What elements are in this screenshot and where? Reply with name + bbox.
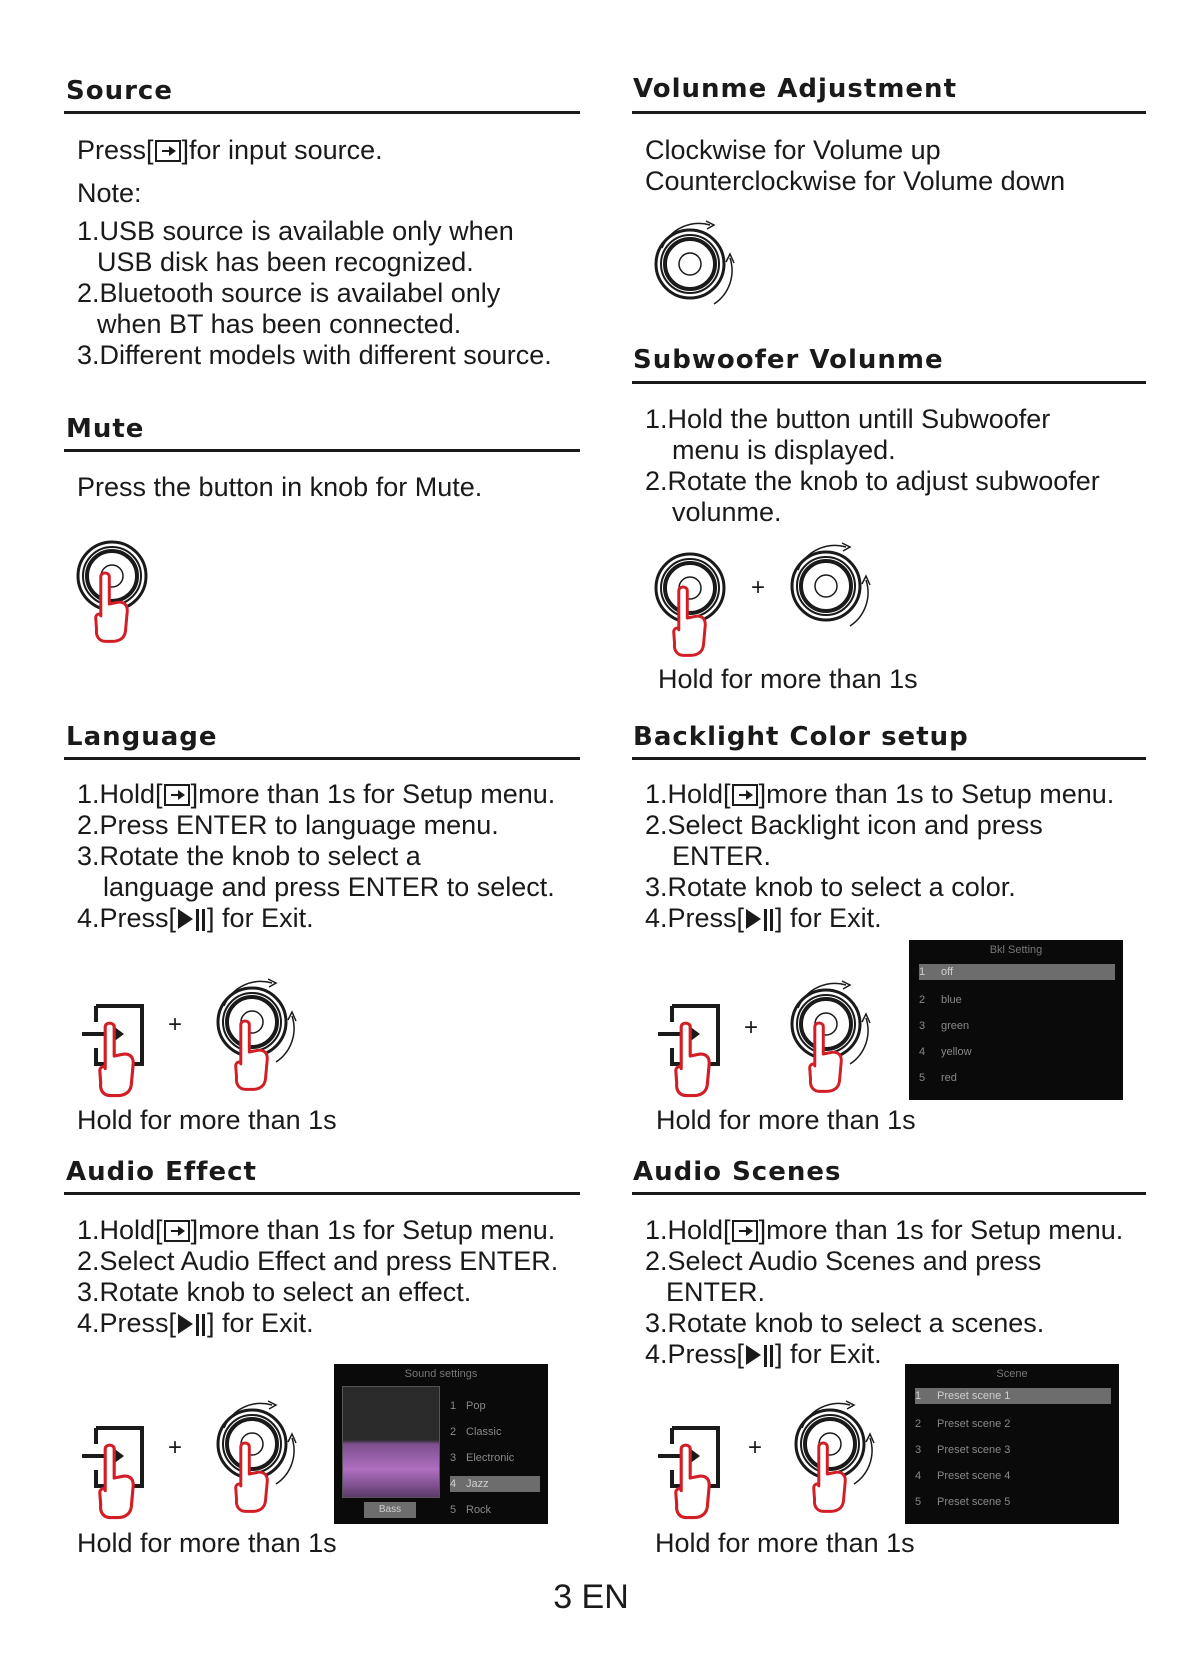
play-pause-icon	[178, 909, 193, 929]
hold-caption: Hold for more than 1s	[656, 1105, 916, 1135]
rotate-knob-press-icon	[788, 1392, 898, 1522]
audio-scenes-item4-b: ] for Exit.	[775, 1339, 882, 1369]
plus-sign: +	[168, 1434, 183, 1461]
volume-line: Clockwise for Volume up	[645, 135, 941, 165]
row-num: 3	[450, 1452, 457, 1464]
source-item: 3.Different models with different source.	[77, 340, 552, 370]
audio-scenes-item: 2.Select Audio Scenes and press	[645, 1246, 1042, 1276]
screen-row	[915, 1388, 1111, 1404]
audio-effect-rule	[64, 1192, 580, 1195]
hold-caption: Hold for more than 1s	[655, 1528, 915, 1558]
backlight-item: ENTER.	[672, 841, 772, 871]
rotate-knob-icon	[782, 536, 892, 636]
backlight-menu-screen	[909, 940, 1123, 1100]
page-number: 3 EN	[553, 1578, 629, 1616]
play-pause-bar	[770, 1345, 773, 1367]
source-rule	[64, 111, 580, 114]
row-label: yellow	[941, 1046, 972, 1058]
backlight-item	[645, 903, 882, 934]
backlight-item1-b: ]more than 1s to Setup menu.	[758, 779, 1115, 809]
play-pause-bar	[764, 1345, 767, 1367]
language-item4-a: 4.Press[	[77, 903, 177, 933]
screen-row	[915, 1468, 1111, 1484]
audio-scenes-rule	[632, 1192, 1146, 1195]
audio-effect-item4-b: ] for Exit.	[207, 1308, 314, 1338]
screen-row	[450, 1450, 540, 1466]
audio-scenes-item: 3.Rotate knob to select a scenes.	[645, 1308, 1045, 1338]
language-item: 2.Press ENTER to language menu.	[77, 810, 499, 840]
language-item1-b: ]more than 1s for Setup menu.	[190, 779, 556, 809]
subwoofer-heading: Subwoofer Volunme	[633, 345, 944, 375]
screen-row	[450, 1502, 540, 1518]
input-source-icon	[155, 140, 181, 162]
row-num: 4	[450, 1478, 457, 1490]
row-num: 3	[919, 1020, 926, 1032]
backlight-item: 3.Rotate knob to select a color.	[645, 872, 1016, 902]
play-pause-bar	[202, 909, 205, 931]
language-rule	[64, 757, 580, 760]
row-num: 5	[450, 1504, 457, 1516]
volume-line: Counterclockwise for Volume down	[645, 166, 1066, 196]
row-label: Electronic	[466, 1452, 515, 1464]
audio-effect-item	[77, 1215, 555, 1246]
row-num: 5	[915, 1496, 922, 1508]
source-heading: Source	[66, 76, 173, 106]
source-item: when BT has been connected.	[97, 309, 462, 339]
eq-graph	[342, 1386, 440, 1498]
source-press-before: Press[	[77, 135, 154, 165]
rotate-knob-press-icon	[210, 970, 320, 1100]
row-num: 1	[919, 966, 926, 978]
source-note: Note:	[77, 178, 142, 208]
row-label: Preset scene 1	[937, 1390, 1011, 1402]
backlight-heading: Backlight Color setup	[633, 722, 969, 752]
input-source-icon	[164, 784, 190, 806]
screen-row	[919, 1044, 1115, 1060]
row-num: 2	[915, 1418, 922, 1430]
play-pause-icon	[178, 1314, 193, 1334]
row-label: Pop	[466, 1400, 486, 1412]
audio-effect-item1-a: 1.Hold[	[77, 1215, 163, 1245]
plus-sign: +	[168, 1011, 183, 1038]
row-label: Preset scene 5	[937, 1496, 1011, 1508]
subwoofer-rule	[632, 381, 1146, 384]
screen-title: Scene	[996, 1368, 1028, 1380]
backlight-item	[645, 779, 1114, 810]
play-pause-bar	[196, 1314, 199, 1336]
audio-scenes-item4-a: 4.Press[	[645, 1339, 745, 1369]
source-press-after: ]for input source.	[181, 135, 383, 165]
screen-row	[450, 1424, 540, 1440]
row-num: 2	[919, 994, 926, 1006]
play-pause-icon	[746, 1345, 761, 1365]
source-item: 1.USB source is available only when	[77, 216, 514, 246]
volume-heading: Volunme Adjustment	[633, 74, 957, 104]
volume-rule	[632, 111, 1146, 114]
input-source-icon	[732, 784, 758, 806]
source-item: USB disk has been recognized.	[97, 247, 474, 277]
screen-title: Sound settings	[404, 1368, 478, 1380]
mute-text: Press the button in knob for Mute.	[77, 472, 483, 502]
plus-sign: +	[744, 1014, 759, 1041]
audio-effect-item	[77, 1308, 314, 1339]
screen-row	[919, 1018, 1115, 1034]
rotate-knob-press-icon	[210, 1392, 320, 1522]
backlight-item1-a: 1.Hold[	[645, 779, 731, 809]
screen-row	[450, 1476, 540, 1492]
language-item: language and press ENTER to select.	[103, 872, 555, 902]
row-label: Rock	[466, 1504, 492, 1516]
backlight-rule	[632, 757, 1146, 760]
audio-effect-item1-b: ]more than 1s for Setup menu.	[190, 1215, 556, 1245]
screen-row	[919, 992, 1115, 1008]
press-knob-icon	[652, 548, 742, 673]
plus-sign: +	[751, 574, 766, 601]
audio-scenes-item	[645, 1215, 1123, 1246]
row-label: Jazz	[466, 1478, 489, 1490]
screen-row	[915, 1416, 1111, 1432]
subwoofer-item: menu is displayed.	[672, 435, 896, 465]
source-item: 2.Bluetooth source is availabel only	[77, 278, 501, 308]
row-num: 1	[915, 1390, 922, 1402]
source-button-press-icon	[78, 990, 158, 1102]
row-num: 2	[450, 1426, 457, 1438]
input-source-icon	[164, 1220, 190, 1242]
backlight-item4-a: 4.Press[	[645, 903, 745, 933]
row-num: 4	[919, 1046, 926, 1058]
play-pause-bar	[196, 909, 199, 931]
language-heading: Language	[66, 722, 218, 752]
language-item4-b: ] for Exit.	[207, 903, 314, 933]
source-button-press-icon	[654, 1412, 734, 1524]
audio-scenes-item	[645, 1339, 882, 1370]
row-num: 3	[915, 1444, 922, 1456]
hold-caption: Hold for more than 1s	[658, 664, 918, 694]
press-knob-icon	[74, 536, 164, 661]
screen-row	[450, 1398, 540, 1414]
subwoofer-item: volunme.	[672, 497, 782, 527]
play-pause-bar	[202, 1314, 205, 1336]
mute-heading: Mute	[66, 414, 145, 444]
row-label: blue	[941, 994, 962, 1006]
eq-caption: Bass	[364, 1502, 416, 1518]
screen-row	[915, 1442, 1111, 1458]
audio-effect-item: 2.Select Audio Effect and press ENTER.	[77, 1246, 559, 1276]
language-item	[77, 779, 555, 810]
row-label: Preset scene 2	[937, 1418, 1011, 1430]
row-label: green	[941, 1020, 970, 1032]
backlight-item: 2.Select Backlight icon and press	[645, 810, 1043, 840]
row-num: 5	[919, 1072, 926, 1084]
source-press-text	[77, 135, 383, 166]
mute-rule	[64, 449, 580, 452]
audio-effect-item4-a: 4.Press[	[77, 1308, 177, 1338]
source-button-press-icon	[78, 1412, 158, 1524]
rotate-knob-press-icon	[784, 972, 894, 1102]
screen-row	[919, 964, 1115, 980]
audio-scenes-item: ENTER.	[666, 1277, 766, 1307]
subwoofer-item: 1.Hold the button untill Subwoofer	[645, 404, 1051, 434]
row-label: Preset scene 3	[937, 1444, 1011, 1456]
row-label: Classic	[466, 1426, 502, 1438]
language-item	[77, 903, 314, 934]
play-pause-bar	[770, 909, 773, 931]
hold-caption: Hold for more than 1s	[77, 1105, 337, 1135]
audio-scenes-item1-a: 1.Hold[	[645, 1215, 731, 1245]
screen-row	[915, 1494, 1111, 1510]
source-button-press-icon	[654, 990, 734, 1102]
row-num: 4	[915, 1470, 922, 1482]
screen-title: Bkl Setting	[989, 944, 1043, 956]
row-label: off	[941, 966, 954, 978]
play-pause-bar	[764, 909, 767, 931]
row-label: Preset scene 4	[937, 1470, 1011, 1482]
audio-effect-heading: Audio Effect	[66, 1157, 257, 1187]
screen-row	[919, 1070, 1115, 1086]
audio-effect-item: 3.Rotate knob to select an effect.	[77, 1277, 472, 1307]
row-label: red	[941, 1072, 957, 1084]
language-item: 3.Rotate the knob to select a	[77, 841, 421, 871]
audio-effect-menu-screen	[334, 1364, 548, 1524]
row-num: 1	[450, 1400, 457, 1412]
audio-scenes-item1-b: ]more than 1s for Setup menu.	[758, 1215, 1124, 1245]
audio-scenes-menu-screen	[905, 1364, 1119, 1524]
rotate-knob-icon	[648, 214, 758, 314]
hold-caption: Hold for more than 1s	[77, 1528, 337, 1558]
input-source-icon	[732, 1220, 758, 1242]
language-item1-a: 1.Hold[	[77, 779, 163, 809]
backlight-item4-b: ] for Exit.	[775, 903, 882, 933]
plus-sign: +	[748, 1434, 763, 1461]
subwoofer-item: 2.Rotate the knob to adjust subwoofer	[645, 466, 1100, 496]
play-pause-icon	[746, 909, 761, 929]
audio-scenes-heading: Audio Scenes	[633, 1157, 842, 1187]
